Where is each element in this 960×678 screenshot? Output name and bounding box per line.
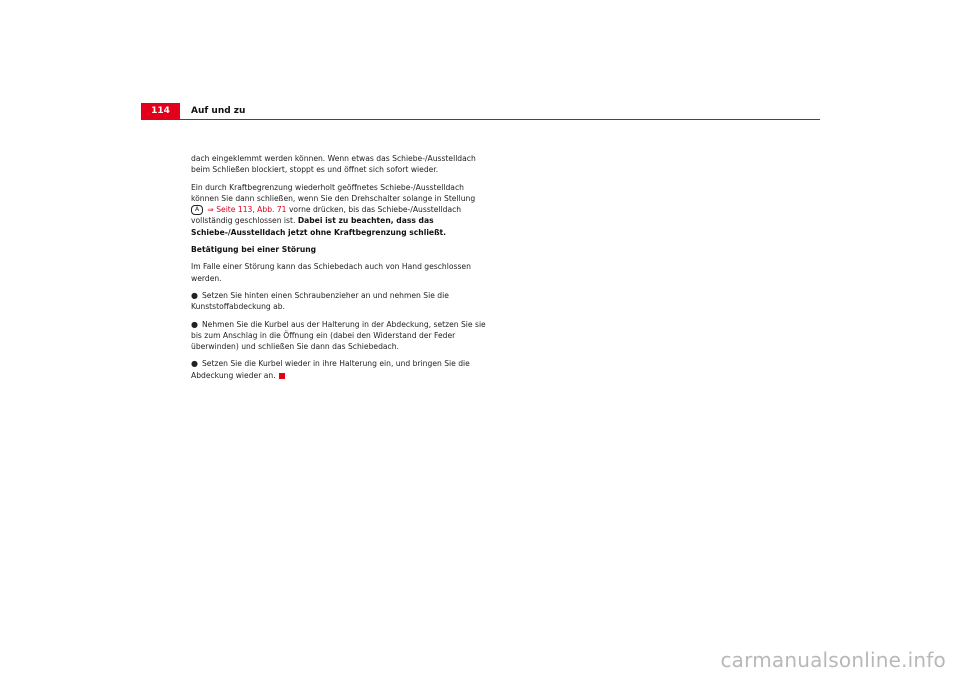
bullet-icon: ● xyxy=(191,319,198,329)
paragraph-text: vorne drücken, bis das Schiebe-/Ausstelldach vollständig geschlossen ist. xyxy=(191,205,462,226)
section-end-icon xyxy=(279,373,285,379)
list-item-text: Setzen Sie hinten einen Schraubenzieher an und nehmen Sie die Kunststoffabdeckung ab. xyxy=(191,290,449,312)
manual-text-column xyxy=(191,153,486,387)
paragraph-manual-close: Im Falle einer Störung kann das Schiebedach auch von Hand geschlossen werden. xyxy=(191,262,471,283)
page-header xyxy=(141,103,820,119)
position-a-icon: A xyxy=(191,205,203,215)
list-item-text: Setzen Sie die Kurbel wieder in ihre Halterung ein, und bringen Sie die Abdeckung wieder an. xyxy=(191,359,470,380)
paragraph-force-limit xyxy=(191,182,486,238)
section-title: Auf und zu xyxy=(191,106,246,116)
subheading: Betätigung bei einer Störung xyxy=(191,245,317,255)
bullet-icon: ● xyxy=(191,290,198,300)
page-number-badge: 114 xyxy=(141,103,180,119)
paragraph-continuation: dach eingeklemmt werden können. Wenn etwas das Schiebe-/Ausstelldach beim Schließen blockiert, stoppt es und öffnet sich sofort wieder. xyxy=(191,154,476,175)
list-item xyxy=(191,290,486,313)
bullet-icon: ● xyxy=(191,359,198,369)
list-item xyxy=(191,358,486,381)
header-divider xyxy=(141,119,820,120)
list-item-text: Nehmen Sie die Kurbel aus der Halterung in der Abdeckung, setzen Sie sie bis zum Anschlag in die Öffnung ein (dabei den Widerstand der Feder überwinden) und schließen Sie dann das Schiebedach. xyxy=(191,319,486,352)
watermark: carmanualsonline.info xyxy=(720,648,946,672)
list-item xyxy=(191,319,486,353)
page-reference-link[interactable]: ⇒ Seite 113, Abb. 71 xyxy=(207,205,287,215)
paragraph-text: Ein durch Kraftbegrenzung wiederholt geöffnetes Schiebe-/Ausstelldach können Sie dann schließen, wenn Sie den Drehschalter solange in Stellung xyxy=(191,182,476,203)
warning-text: Dabei ist zu beachten, dass das Schiebe-/Ausstelldach jetzt ohne Kraftbegrenzung schließt. xyxy=(191,216,447,237)
